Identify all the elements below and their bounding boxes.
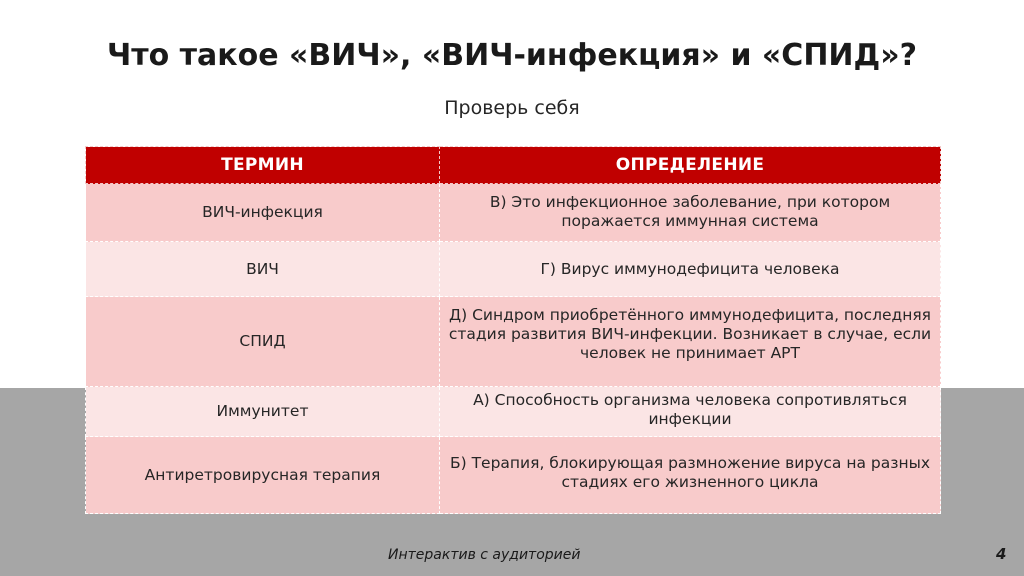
table-row <box>86 437 941 514</box>
table-header-row <box>86 147 941 184</box>
term-cell: ВИЧ <box>86 242 440 297</box>
term-cell: СПИД <box>86 297 440 387</box>
header-term: ТЕРМИН <box>86 147 440 184</box>
term-cell: Антиретровирусная терапия <box>86 437 440 514</box>
table-row <box>86 387 941 437</box>
table-row <box>86 184 941 242</box>
table-row <box>86 297 941 387</box>
slide-subtitle: Проверь себя <box>444 97 580 119</box>
header-definition: ОПРЕДЕЛЕНИЕ <box>440 147 941 184</box>
page-number: 4 <box>996 545 1007 563</box>
definition-cell: Б) Терапия, блокирующая размножение вируса на разных стадиях его жизненного цикла <box>440 437 941 514</box>
terms-table-container <box>85 146 940 514</box>
term-cell: ВИЧ-инфекция <box>86 184 440 242</box>
slide-title: Что такое «ВИЧ», «ВИЧ-инфекция» и «СПИД»? <box>106 38 918 73</box>
footer-caption: Интерактив с аудиторией <box>388 547 581 563</box>
table-row <box>86 242 941 297</box>
term-cell: Иммунитет <box>86 387 440 437</box>
definition-cell: А) Способность организма человека сопротивляться инфекции <box>440 387 941 437</box>
terms-table <box>85 146 941 514</box>
definition-cell: Д) Синдром приобретённого иммунодефицита, последняя стадия развития ВИЧ-инфекции. Возникает в случае, если человек не принимает АРТ <box>440 297 941 387</box>
definition-cell: Г) Вирус иммунодефицита человека <box>440 242 941 297</box>
definition-cell: В) Это инфекционное заболевание, при котором поражается иммунная система <box>440 184 941 242</box>
